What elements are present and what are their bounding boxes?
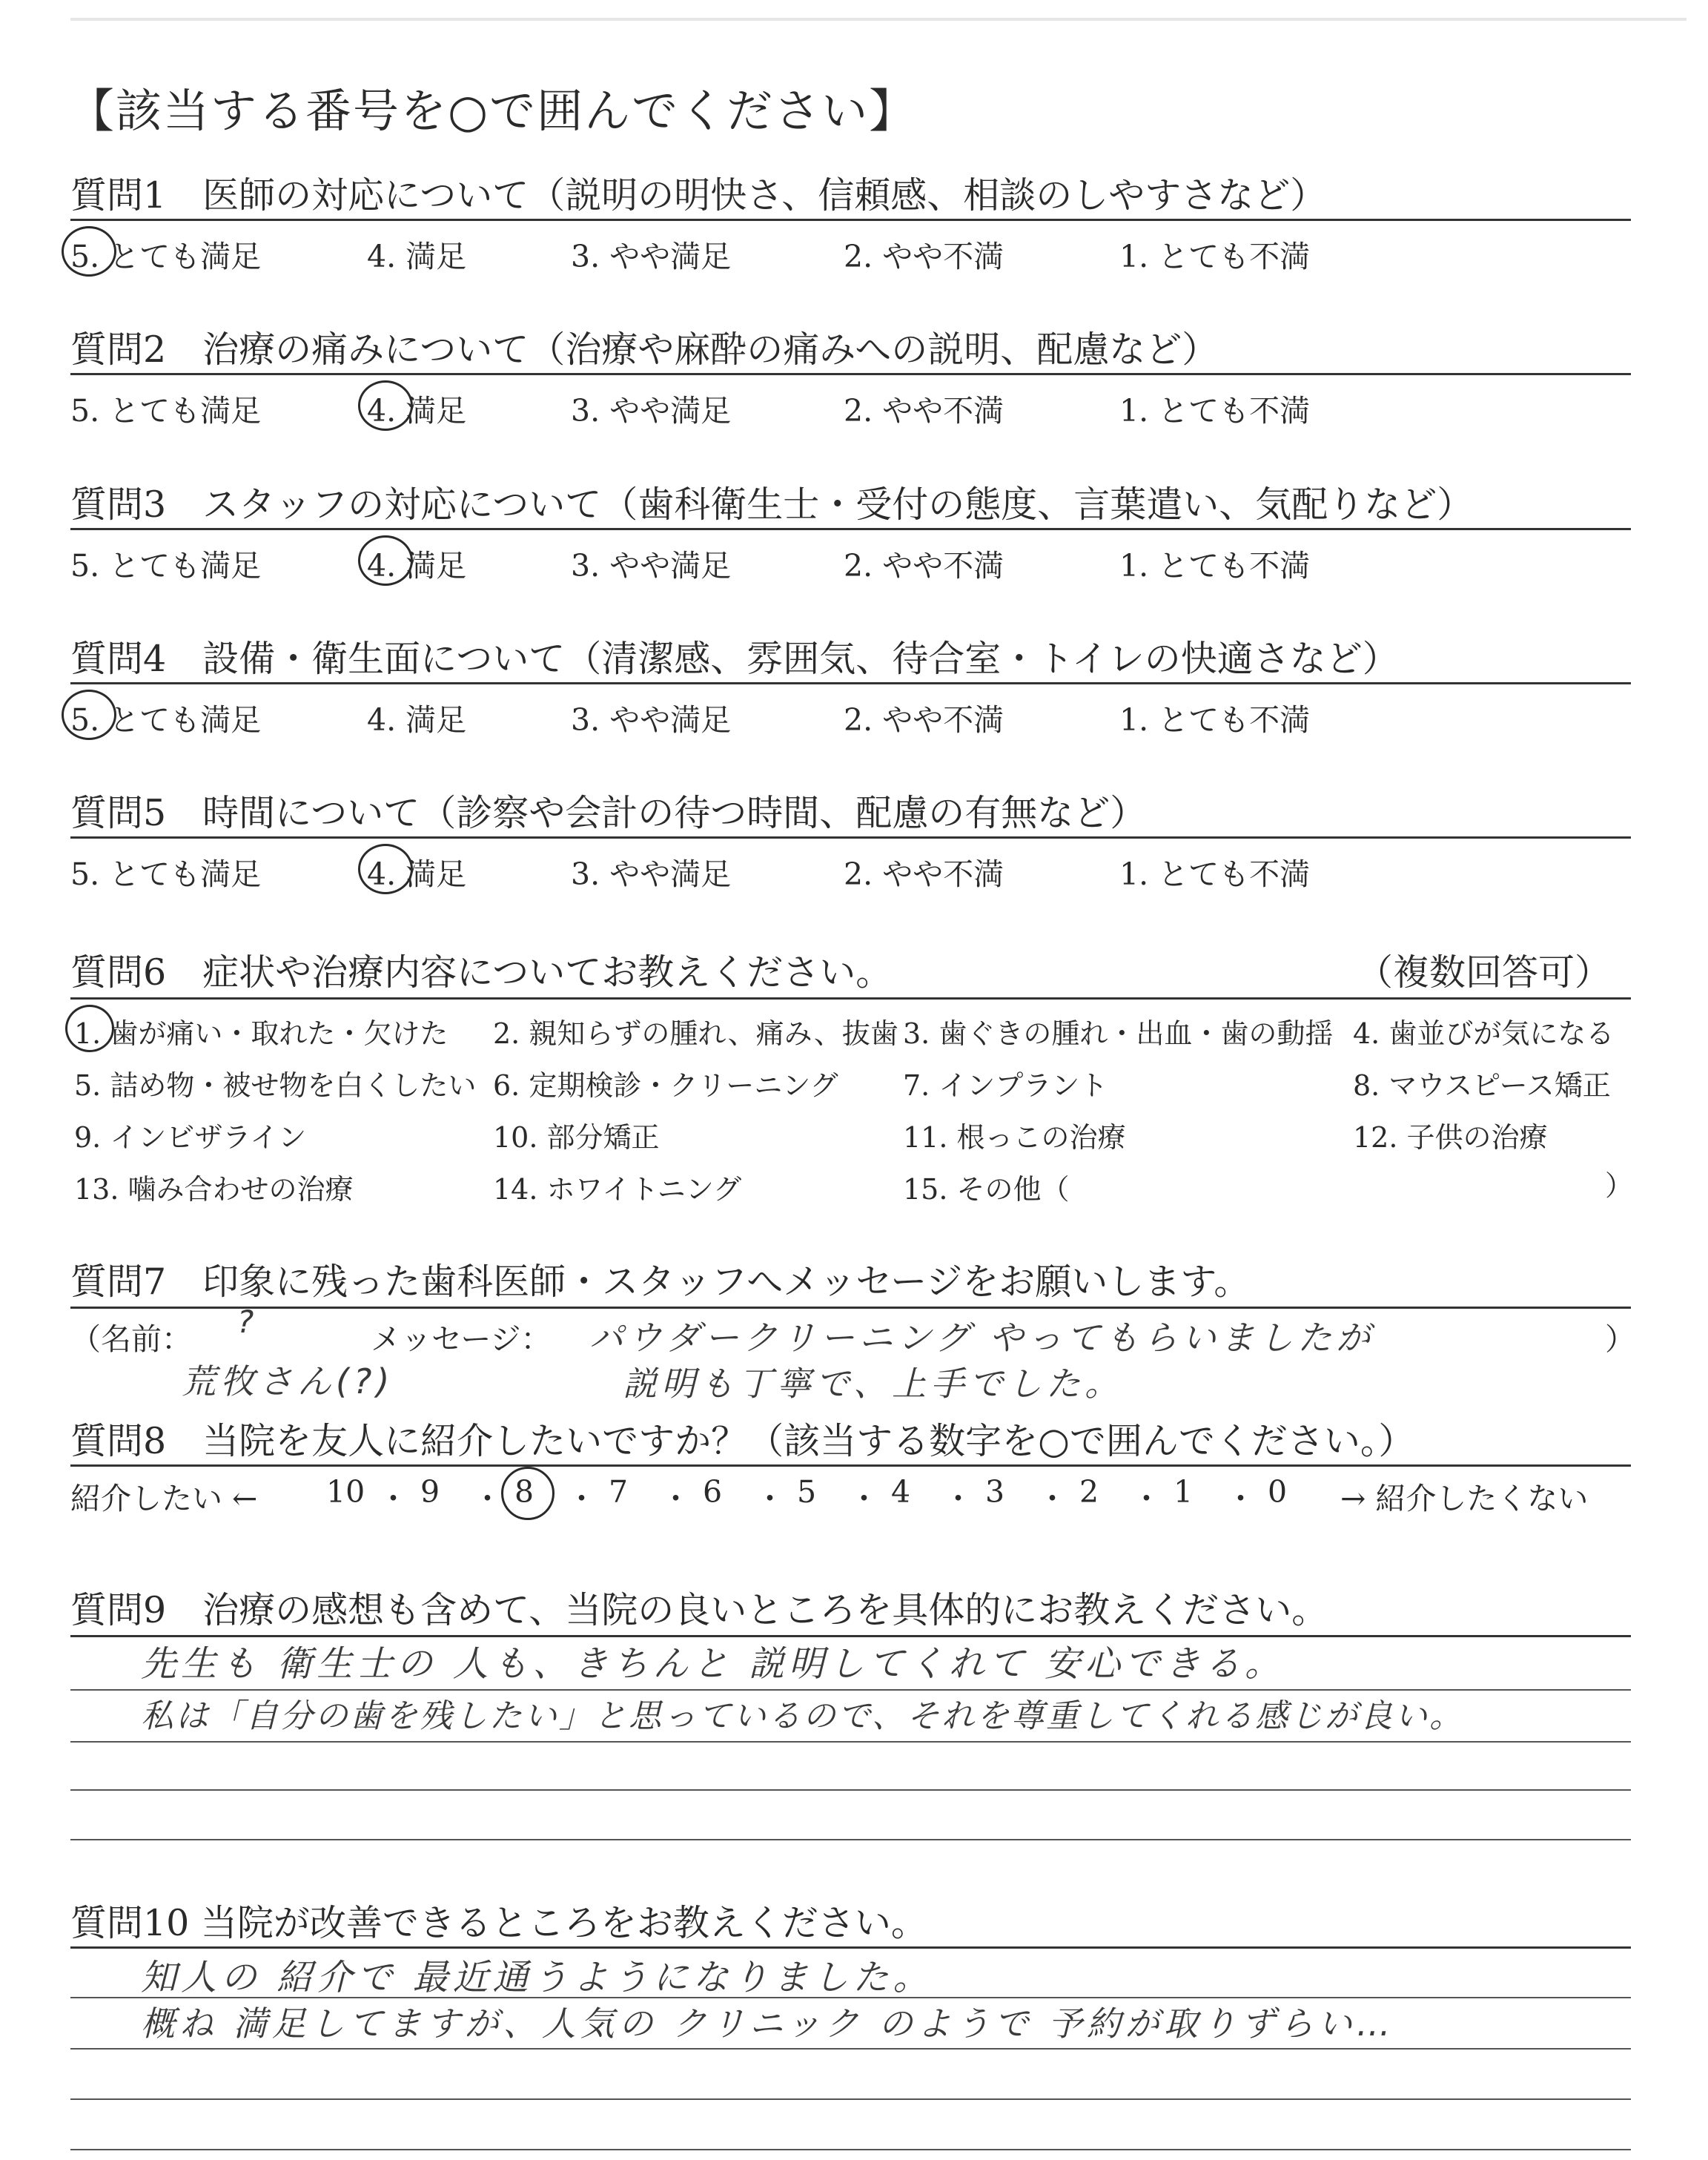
q9-line-5 — [70, 1839, 1631, 1840]
q8-left-label: 紹介したい ← — [70, 1481, 258, 1516]
q8-separator: ・ — [1037, 1481, 1068, 1516]
q8-number-0[interactable]: 0 — [1268, 1474, 1288, 1510]
q6-item-2[interactable]: 2. 親知らずの腫れ、痛み、抜歯 — [493, 1017, 898, 1050]
q7-rule — [70, 1307, 1631, 1309]
page-header: 【該当する番号を○で囲んでください】 — [68, 84, 917, 138]
q8-number-1[interactable]: 1 — [1174, 1474, 1194, 1510]
q2-option-1[interactable]: 1. とても不満 — [1119, 393, 1311, 429]
q5-answer-circle — [358, 844, 413, 894]
q7-title: 質問7 印象に残った歯科医師・スタッフへメッセージをお願いします。 — [70, 1261, 1251, 1303]
q3-title: 質問3 スタッフの対応について（歯科衛生士・受付の態度、言葉遣い、気配りなど） — [70, 483, 1474, 526]
q6-note: （複数回答可） — [1357, 951, 1612, 994]
q3-rule — [70, 528, 1631, 530]
q9-line-4 — [70, 1789, 1631, 1791]
q1-option-5[interactable]: 5. とても満足 — [70, 239, 262, 274]
q8-separator: ・ — [566, 1481, 597, 1516]
q5-rule — [70, 836, 1631, 839]
q2-option-4[interactable]: 4. 満足 — [367, 393, 467, 429]
q6-item-3[interactable]: 3. 歯ぐきの腫れ・出血・歯の動揺 — [903, 1017, 1334, 1050]
q6-item-13[interactable]: 13. 噛み合わせの治療 — [74, 1173, 354, 1206]
q6-item-11[interactable]: 11. 根っこの治療 — [903, 1121, 1126, 1154]
q9-hand-line-1: 先生も 衛生士の 人も、きちんと 説明してくれて 安心できる。 — [141, 1643, 1285, 1685]
q3-option-4[interactable]: 4. 満足 — [367, 548, 467, 584]
q5-option-1[interactable]: 1. とても不満 — [1119, 856, 1311, 892]
q1-title: 質問1 医師の対応について（説明の明快さ、信頼感、相談のしやすさなど） — [70, 174, 1327, 217]
q8-separator: ・ — [1131, 1481, 1162, 1516]
q8-title: 質問8 当院を友人に紹介したいですか？（該当する数字を○で囲んでください。） — [70, 1420, 1415, 1462]
q10-title: 質問10 当院が改善できるところをお教えください。 — [70, 1902, 927, 1944]
q4-option-1[interactable]: 1. とても不満 — [1119, 702, 1311, 738]
q6-item-8[interactable]: 8. マウスピース矯正 — [1353, 1069, 1611, 1102]
q5-option-5[interactable]: 5. とても満足 — [70, 856, 262, 892]
q1-rule — [70, 219, 1631, 221]
q1-option-1[interactable]: 1. とても不満 — [1119, 239, 1311, 274]
q8-separator: ・ — [661, 1481, 691, 1516]
q10-line-4 — [70, 2098, 1631, 2100]
q8-separator: ・ — [1225, 1481, 1256, 1516]
q6-rule — [70, 997, 1631, 1000]
q6-item-6[interactable]: 6. 定期検診・クリーニング — [493, 1069, 838, 1102]
q8-number-8[interactable]: 8 — [514, 1474, 534, 1510]
q6-item-7[interactable]: 7. インプラント — [903, 1069, 1108, 1102]
q6-item-10[interactable]: 10. 部分矯正 — [493, 1121, 660, 1154]
q4-option-2[interactable]: 2. やや不満 — [844, 702, 1004, 738]
q4-option-3[interactable]: 3. やや満足 — [571, 702, 732, 738]
q2-title: 質問2 治療の痛みについて（治療や麻酔の痛みへの説明、配慮など） — [70, 328, 1219, 371]
q6-item-15[interactable]: 15. その他（ — [903, 1173, 1070, 1206]
q4-option-5[interactable]: 5. とても満足 — [70, 702, 262, 738]
q7-message-label: メッセージ： — [371, 1321, 552, 1357]
q10-hand-line-1: 知人の 紹介で 最近通うようになりました。 — [141, 1957, 933, 1998]
q5-title: 質問5 時間について（診察や会計の待つ時間、配慮の有無など） — [70, 792, 1147, 834]
q7-close: ） — [1605, 1321, 1635, 1357]
q7-hand-message-1: パウダークリーニング やってもらいましたが — [589, 1318, 1375, 1358]
q8-number-10[interactable]: 10 — [326, 1474, 365, 1510]
q8-number-6[interactable]: 6 — [703, 1474, 723, 1510]
q8-separator: ・ — [943, 1481, 973, 1516]
q8-rule — [70, 1464, 1631, 1467]
q6-other-close: ） — [1605, 1169, 1634, 1202]
q6-item-4[interactable]: 4. 歯並びが気になる — [1353, 1017, 1615, 1050]
q8-number-3[interactable]: 3 — [985, 1474, 1005, 1510]
q3-option-5[interactable]: 5. とても満足 — [70, 548, 262, 584]
q2-option-3[interactable]: 3. やや満足 — [571, 393, 732, 429]
top-edge — [70, 18, 1687, 21]
q3-answer-circle — [358, 535, 413, 586]
q9-line-3 — [70, 1741, 1631, 1743]
q7-hand-name: 荒牧さん(?) — [182, 1361, 394, 1401]
q3-option-1[interactable]: 1. とても不満 — [1119, 548, 1311, 584]
q6-item-14[interactable]: 14. ホワイトニング — [493, 1173, 742, 1206]
q3-option-3[interactable]: 3. やや満足 — [571, 548, 732, 584]
q1-answer-circle — [62, 226, 116, 277]
q8-answer-circle — [501, 1467, 555, 1520]
q10-hand-line-2: 概ね 満足してますが、人気の クリニック のようで 予約が取りずらい… — [141, 2004, 1395, 2044]
q8-separator: ・ — [849, 1481, 879, 1516]
q8-number-9[interactable]: 9 — [420, 1474, 440, 1510]
q1-option-3[interactable]: 3. やや満足 — [571, 239, 732, 274]
q2-option-5[interactable]: 5. とても満足 — [70, 393, 262, 429]
q5-option-4[interactable]: 4. 満足 — [367, 856, 467, 892]
q8-number-4[interactable]: 4 — [891, 1474, 911, 1510]
q1-option-4[interactable]: 4. 満足 — [367, 239, 467, 274]
q5-option-2[interactable]: 2. やや不満 — [844, 856, 1004, 892]
q9-hand-line-2: 私は「自分の歯を残したい」と思っているので、それを尊重してくれる感じが良い。 — [141, 1697, 1465, 1735]
q8-number-2[interactable]: 2 — [1079, 1474, 1099, 1510]
q7-hand-name-mark: ? — [237, 1304, 259, 1340]
q6-item-5[interactable]: 5. 詰め物・被せ物を白くしたい — [74, 1069, 477, 1102]
q3-option-2[interactable]: 2. やや不満 — [844, 548, 1004, 584]
q4-answer-circle — [62, 690, 116, 740]
q6-item-9[interactable]: 9. インビザライン — [74, 1121, 307, 1154]
q2-rule — [70, 373, 1631, 375]
q2-answer-circle — [358, 380, 413, 431]
q6-item-1[interactable]: 1. 歯が痛い・取れた・欠けた — [74, 1017, 448, 1050]
q9-title: 質問9 治療の感想も含めて、当院の良いところを具体的にお教えください。 — [70, 1589, 1328, 1631]
q6-item-12[interactable]: 12. 子供の治療 — [1353, 1121, 1548, 1154]
q8-number-5[interactable]: 5 — [797, 1474, 817, 1510]
q10-line-3 — [70, 2048, 1631, 2050]
q7-hand-message-2: 説明も丁寧で、上手でした。 — [623, 1364, 1124, 1404]
q10-line-5 — [70, 2149, 1631, 2150]
q6-answer-circle — [65, 1005, 114, 1052]
q8-number-7[interactable]: 7 — [609, 1474, 629, 1510]
q8-separator: ・ — [472, 1481, 503, 1516]
q8-separator: ・ — [378, 1481, 408, 1516]
q4-title: 質問4 設備・衛生面について（清潔感、雰囲気、待合室・トイレの快適さなど） — [70, 638, 1399, 680]
q2-option-2[interactable]: 2. やや不満 — [844, 393, 1004, 429]
q6-title: 質問6 症状や治療内容についてお教えください。 — [70, 951, 893, 994]
q8-right-label: → 紹介したくない — [1340, 1481, 1589, 1516]
q7-name-label: （名前： — [70, 1321, 192, 1357]
q8-separator: ・ — [755, 1481, 785, 1516]
q1-option-2[interactable]: 2. やや不満 — [844, 239, 1004, 274]
q4-option-4[interactable]: 4. 満足 — [367, 702, 467, 738]
q4-rule — [70, 682, 1631, 684]
q5-option-3[interactable]: 3. やや満足 — [571, 856, 732, 892]
